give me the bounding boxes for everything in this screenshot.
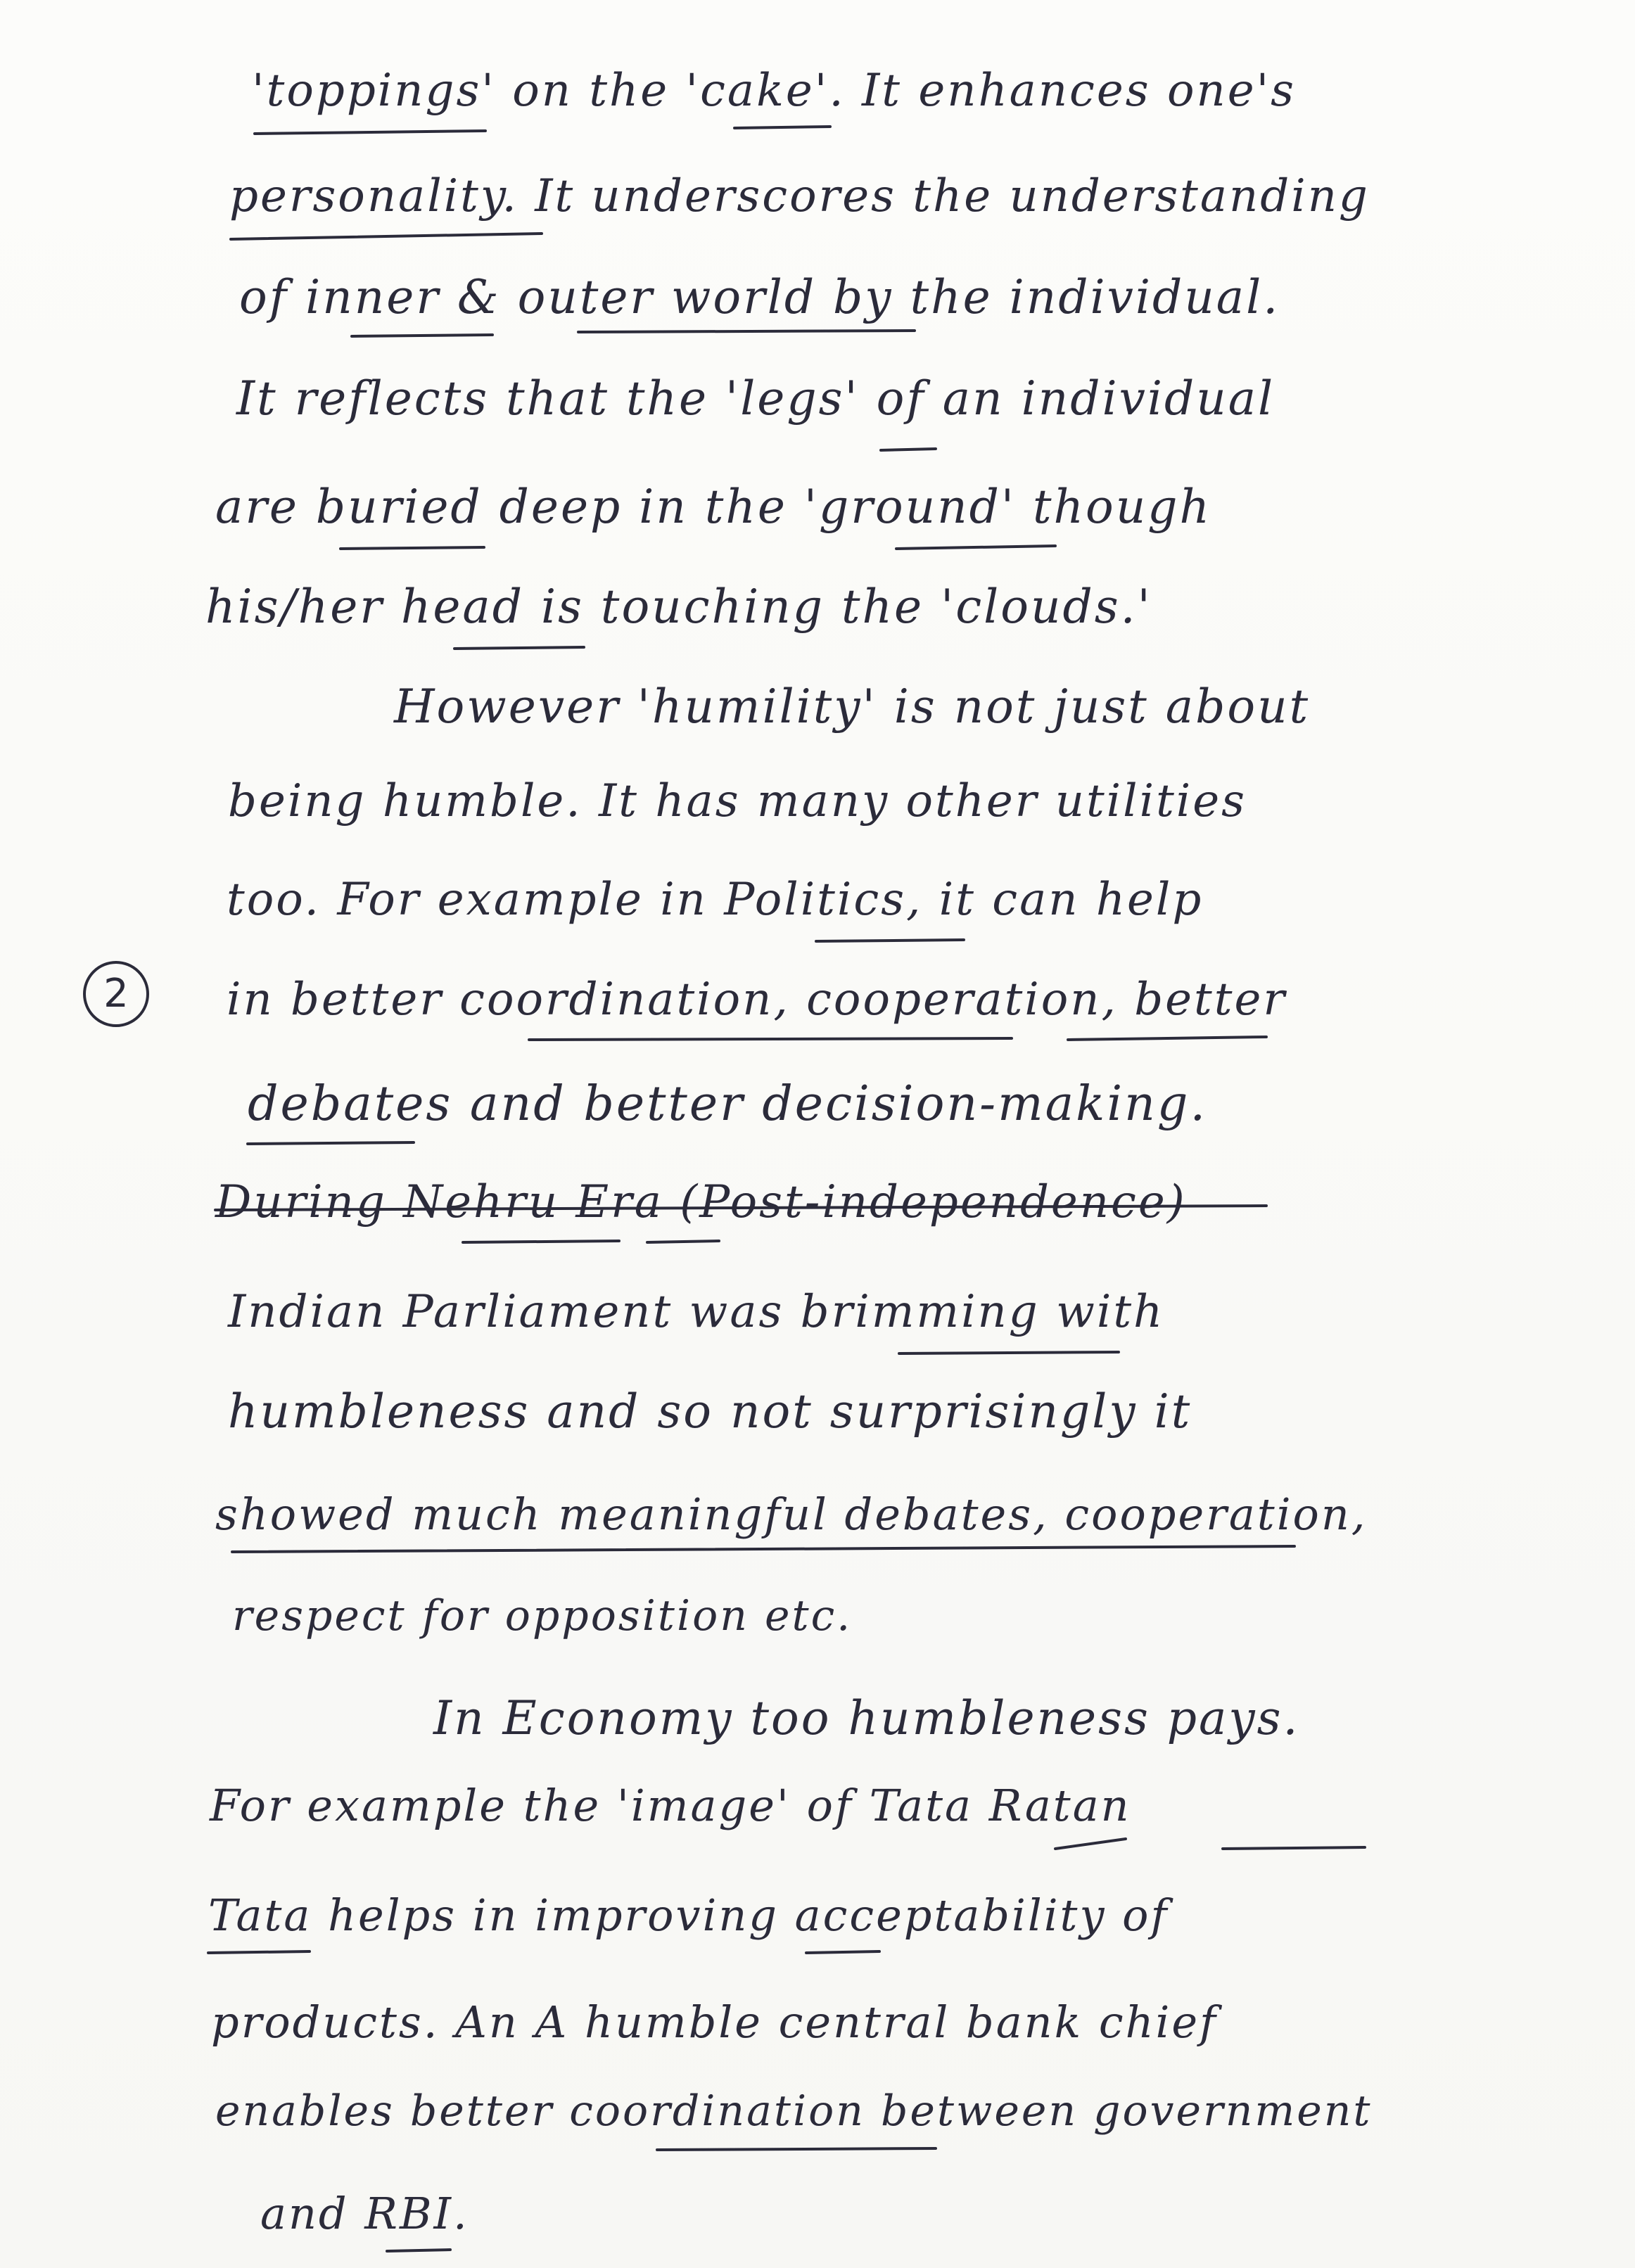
text-line-14: humbleness and so not surprisingly it — [228, 1384, 1192, 1439]
text-line-20: products. An A humble central bank chief — [211, 1996, 1218, 2048]
text-line-19: Tata helps in improving acceptability of — [208, 1890, 1169, 1941]
text-line-10: in better coordination, cooperation, better — [227, 974, 1287, 1026]
text-line-18: For example the 'image' of Tata Ratan — [210, 1780, 1131, 1831]
text-line-9: too. For example in Politics, it can help — [227, 874, 1204, 926]
text-line-4: It reflects that the 'legs' of an individual — [236, 371, 1275, 426]
text-line-12: During Nehru Era (Post-independence) — [215, 1176, 1187, 1228]
text-line-3: of inner & outer world by the individual. — [239, 270, 1280, 324]
text-line-1: 'toppings' on the 'cake'. It enhances one's — [252, 65, 1296, 117]
text-line-2: personality. It underscores the understanding — [229, 170, 1370, 222]
text-line-17: In Economy too humbleness pays. — [433, 1691, 1300, 1745]
text-line-22: and RBI. — [260, 2188, 469, 2239]
text-line-5: are buried deep in the 'ground' though — [215, 480, 1211, 534]
text-line-16: respect for opposition etc. — [232, 1591, 853, 1641]
text-line-6: his/her head is touching the 'clouds.' — [205, 580, 1152, 634]
text-line-13: Indian Parliament was brimming with — [228, 1286, 1165, 1338]
text-line-15: showed much meaningful debates, cooperation, — [215, 1489, 1368, 1540]
text-line-7: However 'humility' is not just about — [394, 680, 1311, 734]
text-line-11: debates and better decision-making. — [248, 1076, 1208, 1132]
text-line-21: enables better coordination between government — [215, 2087, 1373, 2136]
margin-number-badge: 2 — [83, 961, 149, 1027]
text-line-8: being humble. It has many other utilities — [228, 775, 1247, 827]
